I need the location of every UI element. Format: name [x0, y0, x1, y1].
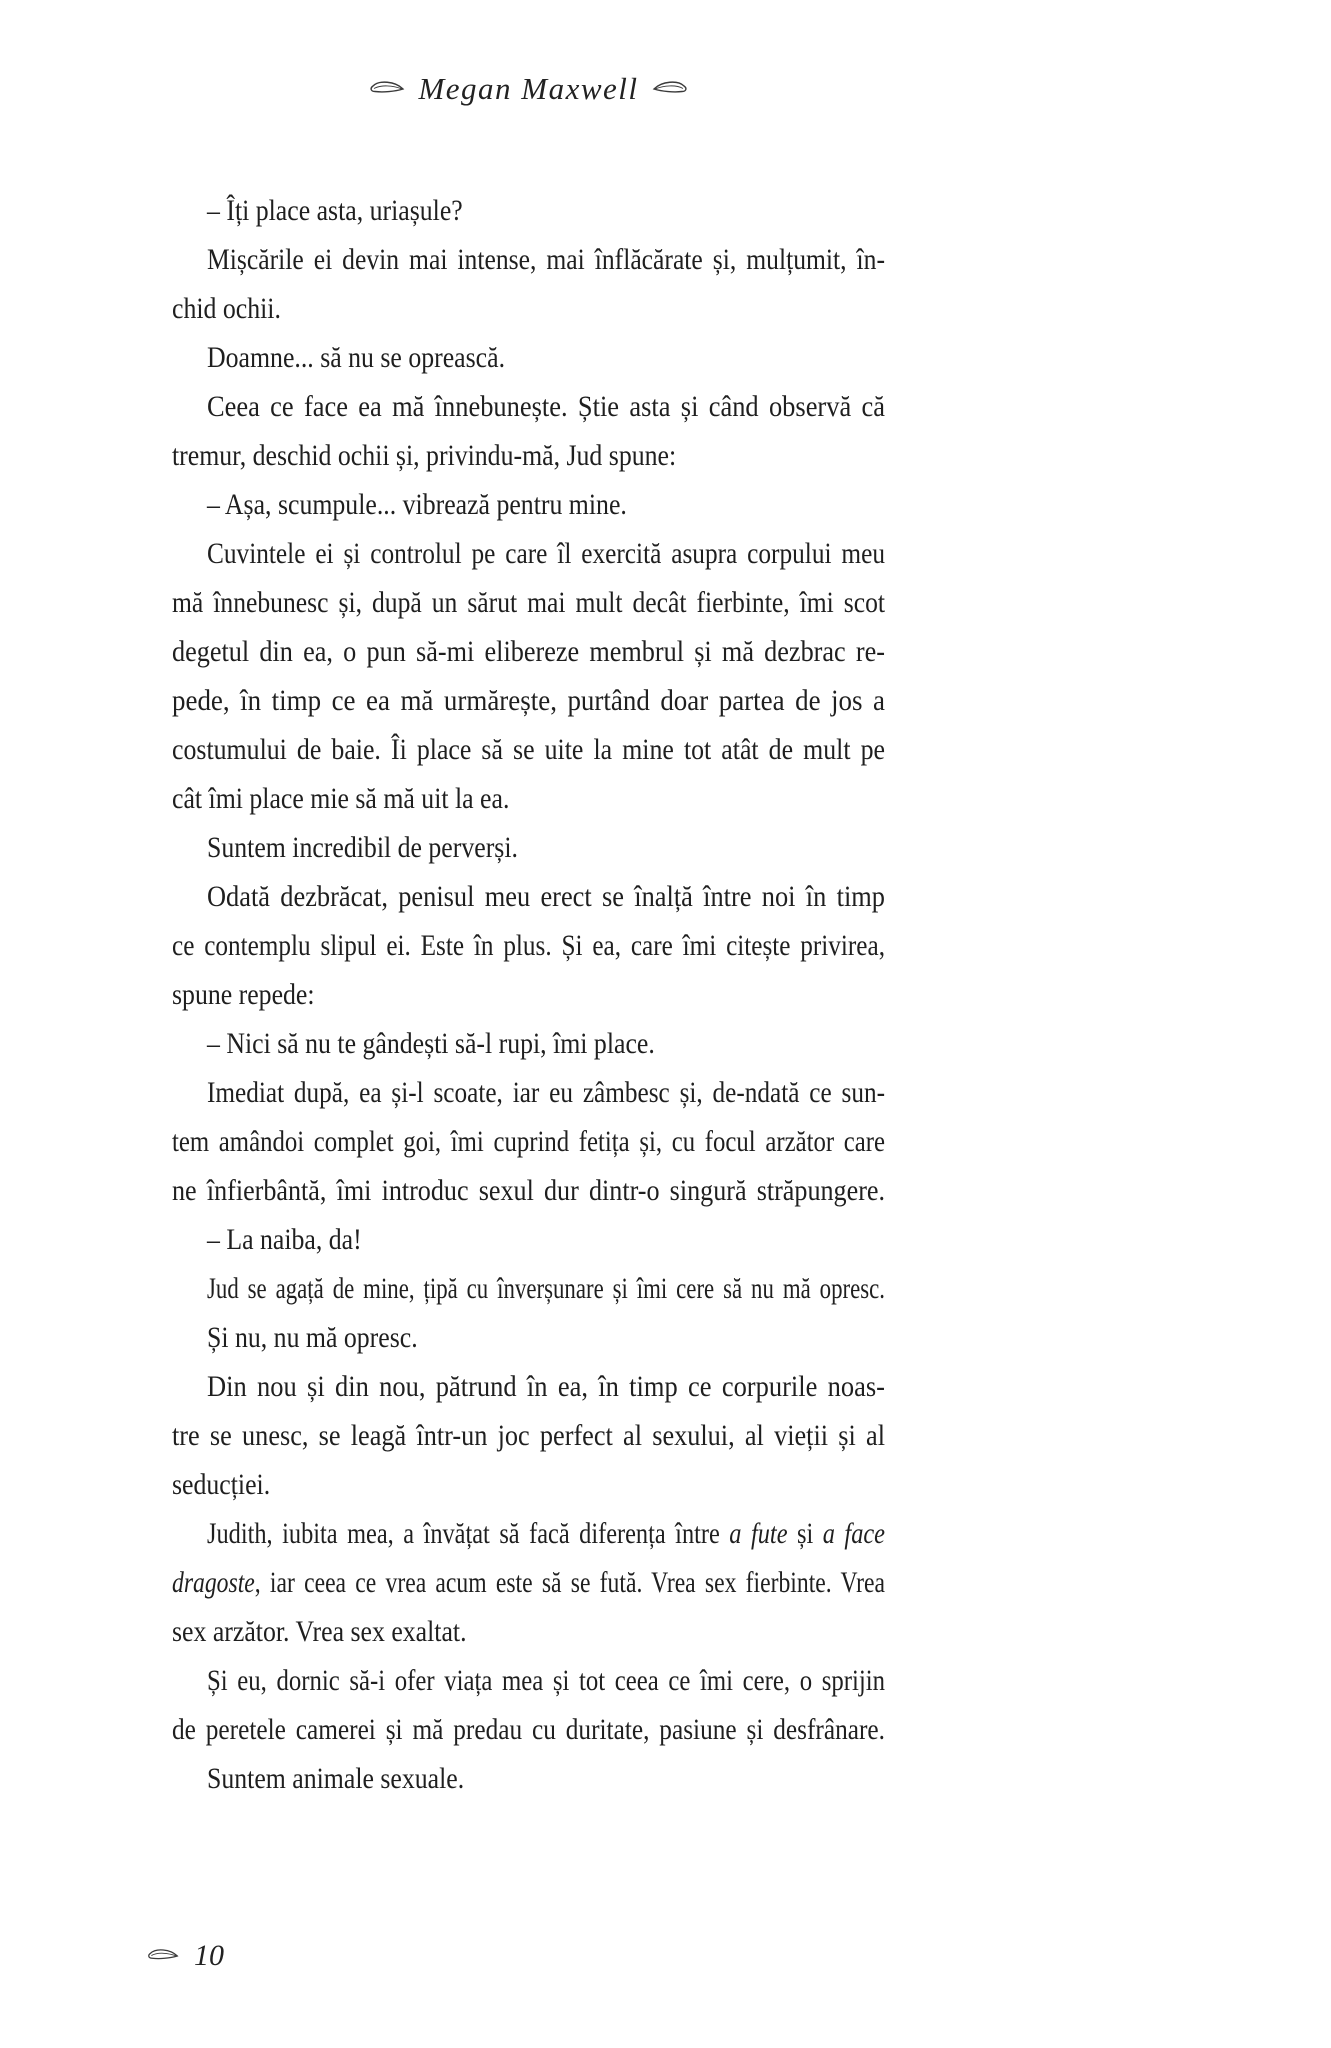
text-line — [172, 431, 885, 480]
text-segment: mă înnebunesc și, după un sărut mai mult decât fierbinte, îmi scot — [172, 586, 885, 619]
text-line — [172, 235, 885, 284]
text-line — [172, 725, 885, 774]
text-line — [172, 1607, 885, 1656]
text-line-content — [172, 1558, 885, 1607]
text-segment: tre se unesc, se leagă într-un joc perfect al sexului, al vieții și al — [172, 1419, 885, 1452]
text-line — [172, 333, 885, 382]
text-line — [172, 529, 885, 578]
text-segment: Imediat după, ea și-l scoate, iar eu zâmbesc și, de-ndată ce sun- — [207, 1076, 885, 1109]
text-line-content — [207, 235, 885, 284]
text-line-content — [172, 284, 281, 333]
body-text — [172, 186, 885, 1803]
text-line — [172, 382, 885, 431]
text-line — [172, 186, 885, 235]
text-segment: – Așa, scumpule... vibrează pentru mine. — [207, 488, 627, 521]
text-line — [172, 921, 885, 970]
text-segment: Mișcările ei devin mai intense, mai înflăcărate și, mulțumit, în- — [207, 243, 885, 276]
text-segment: pede, în timp ce ea mă urmărește, purtând doar partea de jos a — [172, 684, 885, 717]
header-flourish-left-icon — [368, 79, 406, 99]
page-number: 10 — [194, 1939, 224, 1972]
text-segment: Ceea ce face ea mă înnebunește. Știe asta și când observă că — [207, 390, 885, 423]
page-footer — [146, 1934, 224, 1978]
text-segment: Cuvintele ei și controlul pe care îl exercită asupra corpului meu — [207, 537, 885, 570]
text-line-content — [207, 480, 627, 529]
text-line — [172, 1509, 885, 1558]
text-segment: – Nici să nu te gândești să-l rupi, îmi place. — [207, 1027, 655, 1060]
text-line-content — [207, 186, 463, 235]
text-line-content — [172, 1607, 467, 1656]
text-line — [172, 774, 885, 823]
italic-text-segment: dragoste — [172, 1566, 255, 1599]
text-line — [172, 1411, 885, 1460]
text-segment: Jud se agață de mine, țipă cu înverșunare și îmi cere să nu mă opresc. — [207, 1272, 885, 1305]
text-line — [172, 823, 885, 872]
text-segment: și — [787, 1517, 823, 1550]
text-line — [172, 872, 885, 921]
text-line — [172, 1313, 885, 1362]
text-segment: spune repede: — [172, 978, 315, 1011]
text-segment: de peretele camerei și mă predau cu duritate, pasiune și desfrânare. — [172, 1713, 885, 1746]
text-line-content — [172, 676, 885, 725]
text-line-content — [172, 774, 509, 823]
text-line — [172, 1019, 885, 1068]
text-line-content — [207, 333, 505, 382]
text-line — [172, 480, 885, 529]
text-line-content — [172, 627, 885, 676]
text-segment: costumului de baie. Îi place să se uite la mine tot atât de mult pe — [172, 733, 885, 766]
text-segment: tremur, deschid ochii și, privindu-mă, Jud spune: — [172, 439, 677, 472]
text-segment: Judith, iubita mea, a învățat să facă diferența între — [207, 1517, 730, 1550]
text-line-content — [172, 921, 885, 970]
text-segment: ce contemplu slipul ei. Este în plus. Și ea, care îmi citește privirea, — [172, 929, 885, 962]
text-line — [172, 676, 885, 725]
text-line-content — [207, 823, 518, 872]
text-segment: Și nu, nu mă opresc. — [207, 1321, 418, 1354]
text-line-content — [207, 1068, 885, 1117]
text-line-content — [172, 1460, 270, 1509]
text-line-content — [172, 1705, 885, 1754]
text-line — [172, 1264, 885, 1313]
text-line-content — [207, 1264, 885, 1313]
text-line-content — [172, 1411, 885, 1460]
italic-text-segment: a fute — [729, 1517, 788, 1550]
text-line-content — [172, 431, 676, 480]
header-flourish-right-icon — [651, 79, 689, 99]
text-segment: – La naiba, da! — [207, 1223, 362, 1256]
italic-text-segment: a face — [822, 1517, 885, 1550]
text-line — [172, 1656, 885, 1705]
text-line-content — [207, 1019, 655, 1068]
text-line — [172, 1215, 885, 1264]
text-line — [172, 1558, 885, 1607]
text-segment: cât îmi place mie să mă uit la ea. — [172, 782, 510, 815]
text-line-content — [207, 872, 885, 921]
text-line — [172, 627, 885, 676]
text-line — [172, 970, 885, 1019]
text-segment: tem amândoi complet goi, îmi cuprind fetița și, cu focul arzător care — [172, 1125, 885, 1158]
text-line — [172, 1068, 885, 1117]
text-line — [172, 284, 885, 333]
text-line — [172, 1166, 885, 1215]
text-segment: , iar ceea ce vrea acum este să se fută. Vrea sex fierbinte. Vrea — [254, 1566, 886, 1599]
text-line-content — [207, 1362, 885, 1411]
text-segment: chid ochii. — [172, 292, 281, 325]
text-line — [172, 1460, 885, 1509]
text-segment: Doamne... să nu se oprească. — [207, 341, 506, 374]
text-segment: sex arzător. Vrea sex exaltat. — [172, 1615, 467, 1648]
text-line-content — [207, 529, 885, 578]
text-line-content — [172, 578, 885, 627]
text-segment: Suntem incredibil de perverși. — [207, 831, 518, 864]
page-header — [172, 64, 885, 114]
text-line-content — [172, 1166, 885, 1215]
text-segment: Din nou și din nou, pătrund în ea, în timp ce corpurile noas- — [207, 1370, 885, 1403]
text-line — [172, 1117, 885, 1166]
author-running-head: Megan Maxwell — [418, 71, 639, 106]
text-segment: Suntem animale sexuale. — [207, 1762, 465, 1795]
text-line — [172, 1705, 885, 1754]
text-line-content — [207, 1656, 885, 1705]
text-segment: ne înfierbântă, îmi introduc sexul dur dintr-o singură străpungere. — [172, 1174, 885, 1207]
text-line-content — [172, 1117, 885, 1166]
text-line — [172, 578, 885, 627]
footer-flourish-icon — [146, 1947, 180, 1965]
text-line — [172, 1362, 885, 1411]
text-line-content — [207, 382, 885, 431]
text-segment: Odată dezbrăcat, penisul meu erect se înalță între noi în timp — [207, 880, 885, 913]
text-segment: – Îți place asta, uriașule? — [207, 194, 463, 227]
text-segment: degetul din ea, o pun să-mi elibereze membrul și mă dezbrac re- — [172, 635, 885, 668]
text-segment: seducției. — [172, 1468, 271, 1501]
text-line-content — [207, 1509, 885, 1558]
text-line-content — [207, 1313, 418, 1362]
text-line-content — [172, 725, 885, 774]
text-segment: Și eu, dornic să-i ofer viața mea și tot ceea ce îmi cere, o sprijin — [207, 1664, 885, 1697]
text-line-content — [172, 970, 315, 1019]
text-line-content — [207, 1754, 464, 1803]
text-line-content — [207, 1215, 362, 1264]
text-line — [172, 1754, 885, 1803]
